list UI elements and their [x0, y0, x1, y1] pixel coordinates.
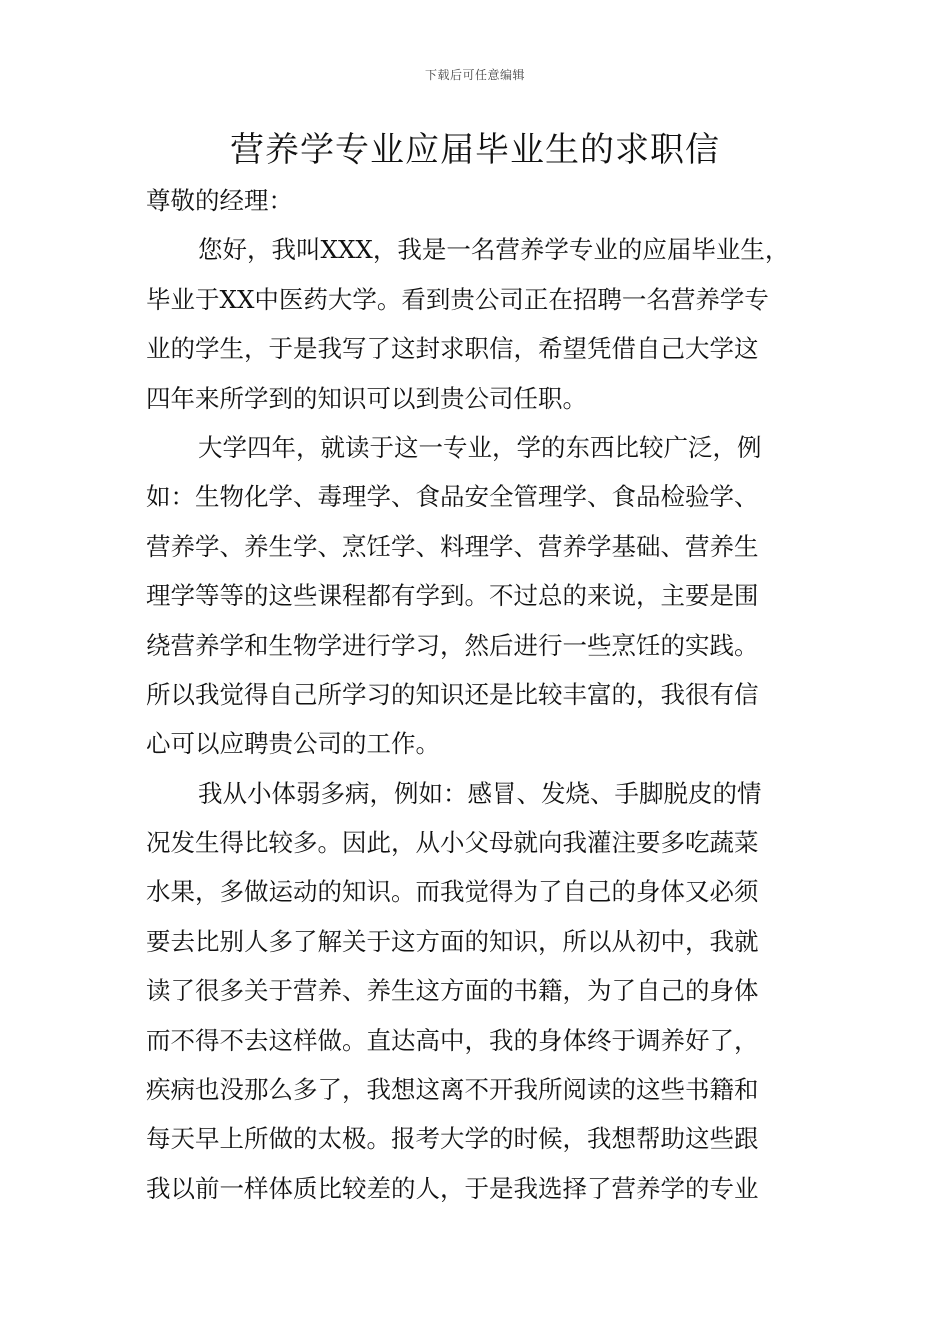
letter-line: 如：生物化学、毒理学、食品安全管理学、食品检验学、 [146, 482, 759, 512]
letter-line: 业的学生，于是我写了这封求职信，希望凭借自己大学这 [146, 334, 759, 364]
letter-line: 要去比别人多了解关于这方面的知识，所以从初中，我就 [146, 926, 759, 956]
letter-line: 而不得不去这样做。直达高中，我的身体终于调养好了， [146, 1025, 759, 1055]
letter-line: 理学等等的这些课程都有学到。不过总的来说，主要是围 [146, 581, 759, 611]
letter-line: 况发生得比较多。因此，从小父母就向我灌注要多吃蔬菜 [146, 828, 759, 858]
letter-line: 所以我觉得自己所学习的知识还是比较丰富的，我很有信 [146, 679, 759, 709]
letter-line: 我从小体弱多病，例如：感冒、发烧、手脚脱皮的情 [198, 778, 762, 808]
letter-line: 毕业于XX中医药大学。看到贵公司正在招聘一名营养学专 [146, 284, 769, 314]
letter-line: 您好，我叫XXX，我是一名营养学专业的应届毕业生， [198, 235, 790, 265]
letter-line: 疾病也没那么多了，我想这离不开我所阅读的这些书籍和 [146, 1075, 759, 1105]
letter-line: 四年来所学到的知识可以到贵公司任职。 [146, 383, 587, 413]
letter-paragraphs [146, 225, 810, 1213]
letter-line: 读了很多关于营养、养生这方面的书籍，为了自己的身体 [146, 976, 759, 1006]
letter-body [146, 176, 810, 1213]
header-note: 下载后可任意编辑 [424, 68, 525, 82]
letter-line: 每天早上所做的太极。报考大学的时候，我想帮助这些跟 [146, 1124, 759, 1154]
letter-line: 我以前一样体质比较差的人，于是我选择了营养学的专业 [146, 1173, 759, 1203]
letter-line: 绕营养学和生物学进行学习，然后进行一些烹饪的实践。 [146, 630, 759, 660]
document-title: 营养学专业应届毕业生的求职信 [230, 130, 720, 170]
letter-line: 心可以应聘贵公司的工作。 [146, 729, 440, 759]
letter-line: 营养学、养生学、烹饪学、料理学、营养学基础、营养生 [146, 531, 759, 561]
salutation: 尊敬的经理： [146, 186, 293, 215]
letter-line: 水果，多做运动的知识。而我觉得为了自己的身体又必须 [146, 877, 759, 907]
letter-line: 大学四年，就读于这一专业，学的东西比较广泛，例 [198, 432, 762, 462]
